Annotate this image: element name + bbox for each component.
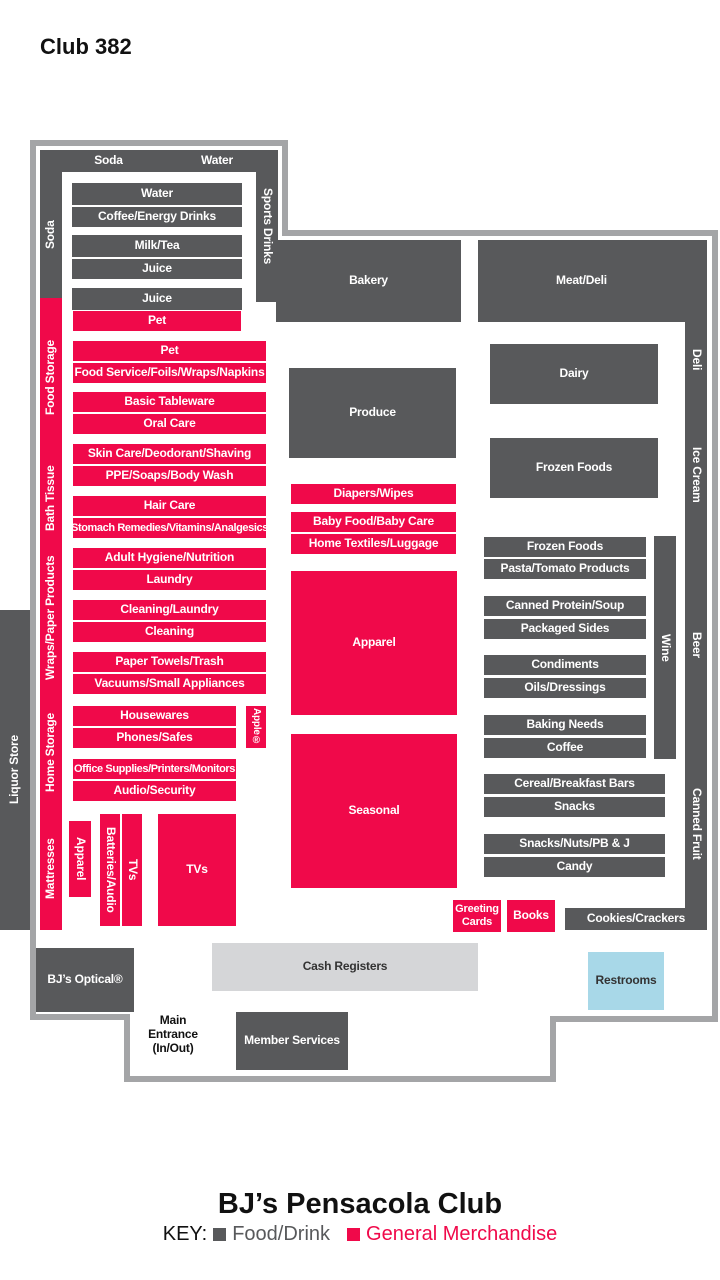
aisle-food-service: Food Service/Foils/Wraps/Napkins [72, 362, 267, 384]
zone-dairy: Dairy [490, 344, 658, 404]
zone-books: Books [506, 899, 556, 933]
zone-home-textiles: Home Textiles/Luggage [290, 533, 457, 555]
zone-home-storage: Home Storage [40, 698, 62, 808]
aisle-hair-care: Hair Care [72, 495, 267, 517]
zone-produce: Produce [289, 368, 456, 458]
zone-mattresses: Mattresses [40, 808, 62, 930]
aisle-laundry: Laundry [72, 569, 267, 591]
aisle-candy: Candy [483, 856, 666, 878]
zone-bakery: Bakery [276, 240, 461, 322]
zone-apple: Apple® [245, 705, 267, 749]
aisle-skin-care: Skin Care/Deodorant/Shaving [72, 443, 267, 465]
zone-apparel: Apparel [290, 570, 458, 716]
restrooms: Restrooms [588, 952, 664, 1010]
aisle-cereal: Cereal/Breakfast Bars [483, 773, 666, 795]
aisle-adult-hygiene: Adult Hygiene/Nutrition [72, 547, 267, 569]
zone-frozen-foods: Frozen Foods [490, 438, 658, 498]
aisle-juice-1: Juice [72, 257, 242, 279]
liquor-store: Liquor Store [0, 610, 30, 930]
zone-baby-food: Baby Food/Baby Care [290, 511, 457, 533]
key-food: Food/Drink [232, 1223, 331, 1245]
zone-seasonal: Seasonal [290, 733, 458, 889]
main-entrance: Main Entrance (In/Out) [148, 1013, 198, 1055]
aisle-audio-security: Audio/Security [72, 780, 237, 802]
aisle-canned-protein: Canned Protein/Soup [483, 595, 647, 617]
zone-apparel-small: Apparel [68, 820, 92, 898]
aisle-frozen-foods: Frozen Foods [483, 536, 647, 558]
zone-wraps-paper: Wraps/Paper Products [40, 538, 62, 698]
aisle-tableware: Basic Tableware [72, 391, 267, 413]
aisle-stomach: Stomach Remedies/Vitamins/Analgesics [72, 517, 267, 539]
zone-soda-top: Soda [40, 150, 177, 172]
aisle-cleaning-laundry: Cleaning/Laundry [72, 599, 267, 621]
aisle-cleaning: Cleaning [72, 621, 267, 643]
aisle-oils: Oils/Dressings [483, 677, 647, 699]
zone-wine: Wine [654, 536, 676, 759]
zone-soda-left: Soda [40, 172, 62, 298]
aisle-pasta: Pasta/Tomato Products [483, 558, 647, 580]
zone-sports-drinks: Sports Drinks [256, 150, 278, 302]
zone-beer: Beer [685, 550, 707, 740]
zone-tvs-small: TVs [121, 813, 143, 927]
zone-greeting-cards: Greeting Cards [452, 899, 502, 933]
aisle-office-supplies: Office Supplies/Printers/Monitors [72, 758, 237, 780]
aisle-water: Water [72, 183, 242, 205]
zone-tvs: TVs [157, 813, 237, 927]
zone-meat-deli: Meat/Deli [478, 240, 685, 322]
zone-canned-fruit: Canned Fruit [685, 740, 707, 908]
aisle-condiments: Condiments [483, 654, 647, 676]
aisle-pet-2: Pet [72, 340, 267, 362]
map-key [0, 1223, 720, 1246]
aisle-phones: Phones/Safes [72, 727, 237, 749]
aisle-snacks-nuts: Snacks/Nuts/PB & J [483, 833, 666, 855]
aisle-paper-towels: Paper Towels/Trash [72, 651, 267, 673]
zone-batteries-audio: Batteries/Audio [99, 813, 121, 927]
key-gm-swatch [347, 1228, 360, 1241]
store-title: BJ’s Pensacola Club [217, 1188, 503, 1220]
aisle-packaged-sides: Packaged Sides [483, 618, 647, 640]
aisle-oral-care: Oral Care [72, 413, 267, 435]
zone-water-top: Water [177, 150, 257, 172]
key-label: KEY: [162, 1223, 208, 1245]
aisle-coffee-right: Coffee [483, 737, 647, 759]
zone-deli-wall: Deli [685, 240, 707, 480]
club-number: Club 382 [40, 34, 132, 59]
zone-cookies: Cookies/Crackers [565, 908, 707, 930]
aisle-milk-tea: Milk/Tea [72, 235, 242, 257]
zone-ice-cream: Ice Cream [685, 400, 707, 550]
aisle-ppe: PPE/Soaps/Body Wash [72, 465, 267, 487]
aisle-snacks: Snacks [483, 796, 666, 818]
aisle-vacuums: Vacuums/Small Appliances [72, 673, 267, 695]
aisle-pet-1: Pet [72, 310, 242, 332]
aisle-juice-2: Juice [72, 288, 242, 310]
key-food-swatch [213, 1228, 226, 1241]
aisle-housewares: Housewares [72, 705, 237, 727]
zone-diapers: Diapers/Wipes [290, 483, 457, 505]
aisle-baking: Baking Needs [483, 714, 647, 736]
bjs-optical: BJ’s Optical® [36, 948, 134, 1012]
cash-registers: Cash Registers [212, 943, 478, 991]
zone-food-storage: Food Storage [40, 298, 62, 458]
member-services: Member Services [236, 1012, 348, 1070]
key-gm: General Merchandise [366, 1223, 558, 1245]
zone-bath-tissue: Bath Tissue [40, 458, 62, 538]
aisle-coffee: Coffee/Energy Drinks [72, 205, 242, 227]
